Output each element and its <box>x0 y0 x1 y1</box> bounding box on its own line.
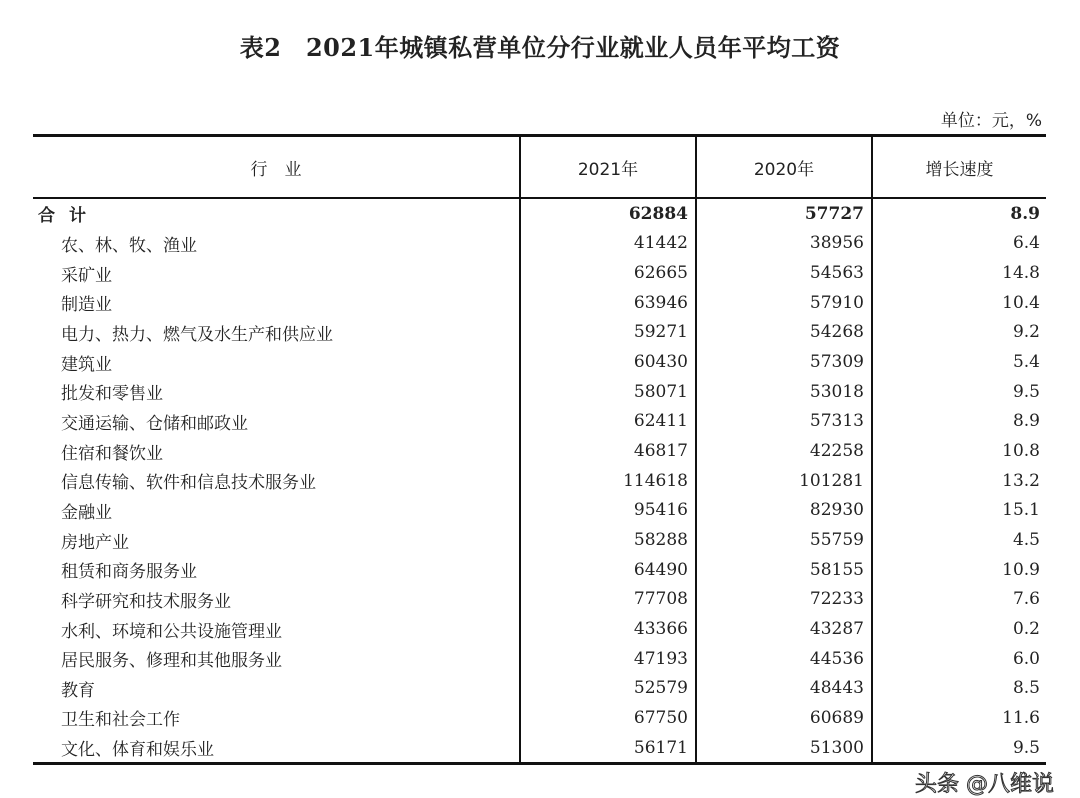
value-2020-cell: 51300 <box>695 733 871 763</box>
industry-cell: 住宿和餐饮业 <box>61 443 163 464</box>
value-2020-cell: 57727 <box>695 199 871 229</box>
table-row <box>33 318 1046 348</box>
value-2021-cell: 63946 <box>519 288 695 318</box>
industry-cell: 电力、热力、燃气及水生产和供应业 <box>61 324 333 345</box>
header-2020: 2020年 <box>695 137 871 197</box>
table-row <box>33 555 1046 585</box>
growth-cell: 4.5 <box>871 525 1046 555</box>
industry-cell: 批发和零售业 <box>61 384 163 405</box>
value-2020-cell: 72233 <box>695 585 871 615</box>
value-2020-cell: 82930 <box>695 496 871 526</box>
table-row <box>33 347 1046 377</box>
value-2020-cell: 60689 <box>695 703 871 733</box>
value-2021-cell: 56171 <box>519 733 695 763</box>
value-2021-cell: 47193 <box>519 644 695 674</box>
table-row <box>33 407 1046 437</box>
value-2021-cell: 43366 <box>519 614 695 644</box>
value-2021-cell: 46817 <box>519 436 695 466</box>
growth-cell: 11.6 <box>871 703 1046 733</box>
table-row <box>33 703 1046 733</box>
value-2021-cell: 95416 <box>519 496 695 526</box>
value-2021-cell: 62411 <box>519 407 695 437</box>
growth-cell: 14.8 <box>871 258 1046 288</box>
industry-cell: 水利、环境和公共设施管理业 <box>61 621 282 642</box>
industry-cell: 制造业 <box>61 295 112 316</box>
table-row <box>33 585 1046 615</box>
industry-cell: 教育 <box>61 680 95 701</box>
industry-cell: 文化、体育和娱乐业 <box>61 740 214 761</box>
value-2020-cell: 57910 <box>695 288 871 318</box>
table-body <box>33 199 1046 765</box>
table-row <box>33 674 1046 704</box>
growth-cell: 5.4 <box>871 347 1046 377</box>
header-2021: 2021年 <box>519 137 695 197</box>
industry-cell: 农、林、牧、渔业 <box>61 235 197 256</box>
industry-cell: 租赁和商务服务业 <box>61 562 197 583</box>
industry-cell: 采矿业 <box>61 265 112 286</box>
table-row <box>33 466 1046 496</box>
industry-cell: 科学研究和技术服务业 <box>61 591 231 612</box>
header-industry: 行 业 <box>250 159 302 180</box>
growth-cell: 6.0 <box>871 644 1046 674</box>
value-2020-cell: 38956 <box>695 229 871 259</box>
growth-cell: 6.4 <box>871 229 1046 259</box>
value-2021-cell: 64490 <box>519 555 695 585</box>
growth-cell: 9.5 <box>871 733 1046 763</box>
value-2020-cell: 58155 <box>695 555 871 585</box>
value-2020-cell: 42258 <box>695 436 871 466</box>
table-title: 表2 2021年城镇私营单位分行业就业人员年平均工资 <box>239 33 841 62</box>
table-row <box>33 229 1046 259</box>
growth-cell: 8.9 <box>871 199 1046 229</box>
value-2020-cell: 57309 <box>695 347 871 377</box>
value-2021-cell: 59271 <box>519 318 695 348</box>
table-row <box>33 644 1046 674</box>
industry-cell: 合计 <box>38 206 100 227</box>
growth-cell: 13.2 <box>871 466 1046 496</box>
value-2021-cell: 60430 <box>519 347 695 377</box>
industry-cell: 金融业 <box>61 502 112 523</box>
growth-cell: 8.9 <box>871 407 1046 437</box>
growth-cell: 10.4 <box>871 288 1046 318</box>
industry-cell: 房地产业 <box>61 532 129 553</box>
unit-label: 单位：元，% <box>940 111 1042 131</box>
value-2020-cell: 57313 <box>695 407 871 437</box>
value-2021-cell: 41442 <box>519 229 695 259</box>
industry-cell: 居民服务、修理和其他服务业 <box>61 651 282 672</box>
value-2020-cell: 43287 <box>695 614 871 644</box>
value-2021-cell: 58071 <box>519 377 695 407</box>
growth-cell: 0.2 <box>871 614 1046 644</box>
table-header <box>33 137 1046 199</box>
industry-cell: 建筑业 <box>61 354 112 375</box>
value-2020-cell: 54268 <box>695 318 871 348</box>
growth-cell: 10.9 <box>871 555 1046 585</box>
value-2020-cell: 101281 <box>695 466 871 496</box>
table-row <box>33 614 1046 644</box>
value-2020-cell: 55759 <box>695 525 871 555</box>
value-2020-cell: 54563 <box>695 258 871 288</box>
table-row <box>33 288 1046 318</box>
total-row <box>33 199 1046 229</box>
table-row <box>33 377 1046 407</box>
growth-cell: 10.8 <box>871 436 1046 466</box>
wage-table <box>33 134 1046 765</box>
value-2021-cell: 62884 <box>519 199 695 229</box>
table-row <box>33 496 1046 526</box>
table-row <box>33 733 1046 763</box>
value-2020-cell: 48443 <box>695 674 871 704</box>
table-row <box>33 436 1046 466</box>
growth-cell: 15.1 <box>871 496 1046 526</box>
header-growth: 增长速度 <box>871 137 1046 197</box>
value-2021-cell: 62665 <box>519 258 695 288</box>
growth-cell: 7.6 <box>871 585 1046 615</box>
growth-cell: 8.5 <box>871 674 1046 704</box>
value-2021-cell: 58288 <box>519 525 695 555</box>
value-2021-cell: 114618 <box>519 466 695 496</box>
value-2020-cell: 44536 <box>695 644 871 674</box>
industry-cell: 交通运输、仓储和邮政业 <box>61 413 248 434</box>
industry-cell: 信息传输、软件和信息技术服务业 <box>61 473 316 494</box>
value-2020-cell: 53018 <box>695 377 871 407</box>
growth-cell: 9.2 <box>871 318 1046 348</box>
table-row <box>33 525 1046 555</box>
value-2021-cell: 77708 <box>519 585 695 615</box>
table-row <box>33 258 1046 288</box>
growth-cell: 9.5 <box>871 377 1046 407</box>
watermark: 头条 @八维说 <box>915 772 1054 797</box>
value-2021-cell: 52579 <box>519 674 695 704</box>
value-2021-cell: 67750 <box>519 703 695 733</box>
industry-cell: 卫生和社会工作 <box>61 710 180 731</box>
